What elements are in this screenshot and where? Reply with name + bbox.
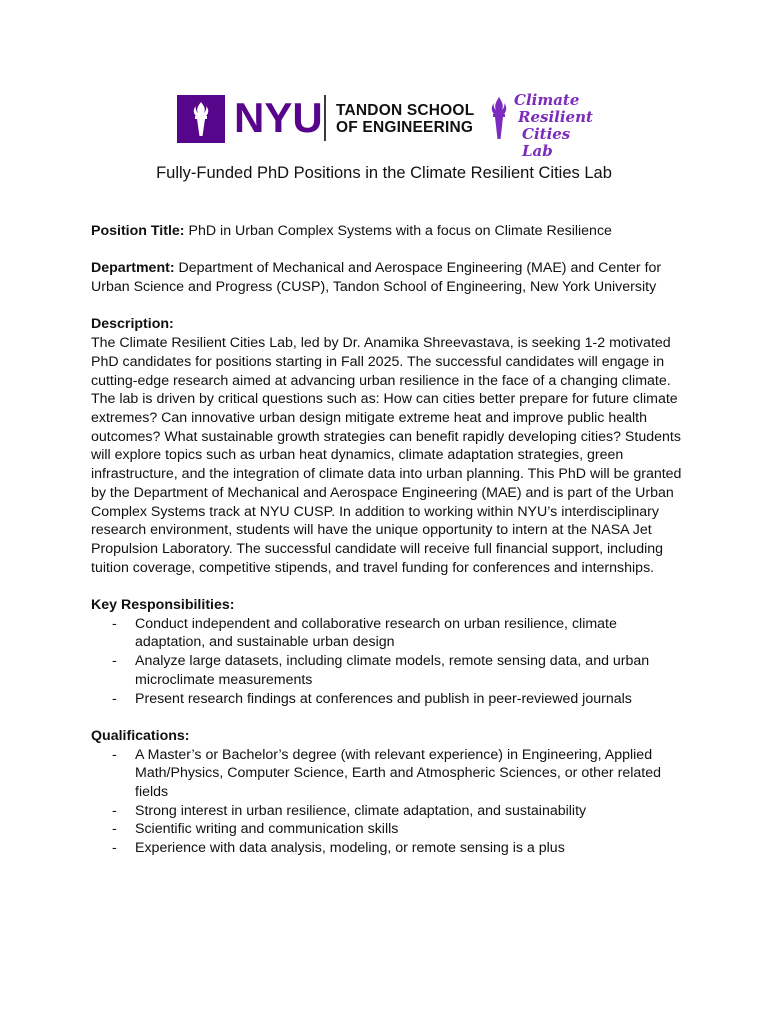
lab-logo-line1: Climate: [514, 91, 580, 109]
school-name-line2: OF ENGINEERING: [336, 119, 474, 136]
lab-logo-line2: Resilient: [518, 108, 593, 126]
list-item: - Experience with data analysis, modeling, or remote sensing is a plus: [91, 839, 691, 858]
document-body: [91, 222, 691, 877]
school-name: [336, 102, 474, 136]
position-label: Position Title:: [91, 223, 185, 239]
responsibilities-list: [91, 615, 691, 709]
nyu-wordmark: NYU: [234, 94, 323, 141]
qualifications-label: Qualifications:: [91, 727, 190, 744]
department-label: Department:: [91, 260, 175, 277]
list-item: - Analyze large datasets, including climate models, remote sensing data, and urban microclimate measurements: [91, 652, 691, 689]
list-item: - Scientific writing and communication skills: [91, 820, 691, 839]
position-section: [91, 222, 691, 241]
lab-logo-line3: Cities Lab: [522, 125, 571, 160]
list-item: - A Master’s or Bachelor’s degree (with relevant experience) in Engineering, Applied Math/Physics, Computer Science, Earth and Atmospheric Sciences, or other related fields: [91, 746, 691, 802]
position-value: PhD in Urban Complex Systems with a focus on Climate Resilience: [188, 223, 612, 239]
lab-logo: [514, 92, 597, 160]
description-section: [91, 315, 691, 577]
lab-torch-icon: [488, 94, 510, 142]
department-value: Department of Mechanical and Aerospace Engineering (MAE) and Center for Urban Science and Progress (CUSP), Tandon School of Engineering, New York University: [91, 260, 662, 296]
logo-divider: [324, 95, 326, 141]
school-name-line1: TANDON SCHOOL: [336, 102, 475, 119]
torch-icon: [177, 95, 225, 143]
list-item: - Present research findings at conferences and publish in peer-reviewed journals: [91, 690, 691, 709]
description-label: Description:: [91, 316, 174, 333]
list-item: - Conduct independent and collaborative research on urban resilience, climate adaptation, and sustainable urban design: [91, 615, 691, 652]
page-title: Fully-Funded PhD Positions in the Climate Resilient Cities Lab: [156, 164, 612, 182]
list-item: - Strong interest in urban resilience, climate adaptation, and sustainability: [91, 802, 691, 821]
nyu-torch-logo: [177, 95, 225, 143]
description-text: The Climate Resilient Cities Lab, led by Dr. Anamika Shreevastava, is seeking 1-2 motivated PhD candidates for positions starting in Fall 2025. The successful candidates will engage in cutting-edge research aimed at advancing urban resilience in the face of a changing climate. The lab is driven by critical questions such as: How can cities better prepare for future climate extremes? Can innovative urban design mitigate extreme heat and improve public health outcomes? What sustainable growth strategies can benefit rapidly developing cities? Students will explore topics such as urban heat dynamics, climate adaptation strategies, green infrastructure, and the integration of climate data into urban planning. This PhD will be granted by the Department of Mechanical and Aerospace Engineering (MAE) and is part of the Urban Complex Systems track at NYU CUSP. In addition to working within NYU’s interdisciplinary research environment, students will have the unique opportunity to intern at the NASA Jet Propulsion Laboratory. The successful candidate will receive full financial support, including tuition coverage, competitive stipends, and travel funding for conferences and internships.: [91, 335, 682, 576]
header-logos: [177, 91, 597, 160]
responsibilities-label: Key Responsibilities:: [91, 597, 235, 614]
qualifications-list: [91, 746, 691, 858]
department-section: [91, 259, 691, 296]
